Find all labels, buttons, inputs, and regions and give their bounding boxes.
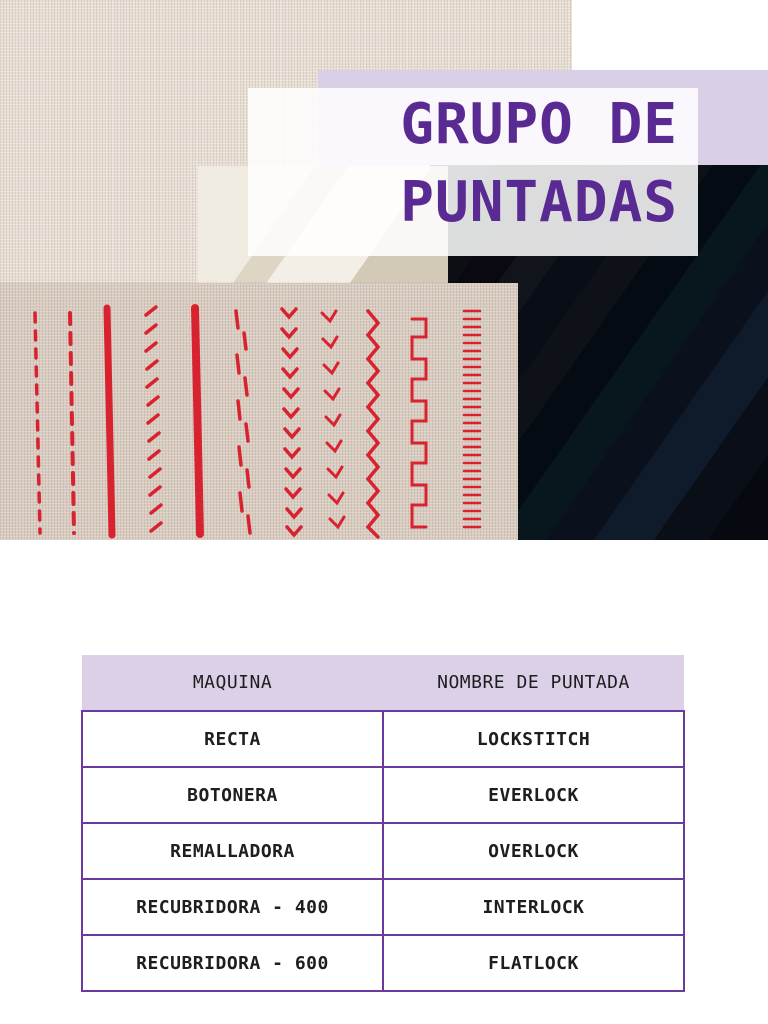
cell-maquina: RECTA [82,711,383,767]
table-row [82,823,684,879]
title-line-2: PUNTADAS [400,170,678,235]
stitch-sampler-drawing [0,283,518,540]
cell-puntada: INTERLOCK [383,879,684,935]
table-row [82,711,684,767]
table-row [82,767,684,823]
stitch-table [81,655,685,992]
cell-puntada: OVERLOCK [383,823,684,879]
column-header-nombre-puntada: NOMBRE DE PUNTADA [383,655,684,711]
title-line-1: GRUPO DE [400,92,678,157]
cell-puntada: LOCKSTITCH [383,711,684,767]
cell-maquina: RECUBRIDORA - 600 [82,935,383,991]
column-header-maquina: MAQUINA [82,655,383,711]
table-header-row [82,655,684,711]
cell-maquina: REMALLADORA [82,823,383,879]
table-row [82,935,684,991]
page-title [400,86,678,242]
cell-puntada: FLATLOCK [383,935,684,991]
cell-puntada: EVERLOCK [383,767,684,823]
table-row [82,879,684,935]
stitch-sampler-image [0,283,518,540]
cell-maquina: RECUBRIDORA - 400 [82,879,383,935]
cell-maquina: BOTONERA [82,767,383,823]
